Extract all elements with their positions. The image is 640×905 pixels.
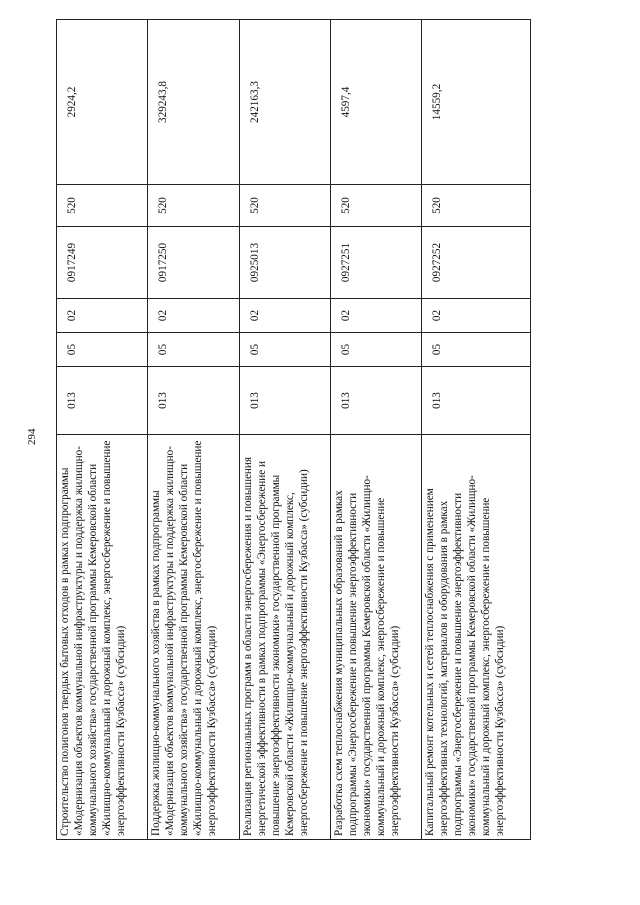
subsection-code: 02	[422, 299, 531, 333]
subsection-code: 02	[330, 299, 421, 333]
page-number: 294	[26, 428, 38, 445]
expense-name: Реализация региональных программ в области энергосбережения и повышения энергетической эффективности в рамках подпрограммы «Энергосбережение и повышение энергоэффективности экономики» государственной программы Кемеровской области «Жилищно-коммунальный и дорожный комплекс, энергосбережение и повышение энергоэффективности Кузбасса» (субсидии)	[239, 435, 330, 840]
target-item-code: 0917250	[148, 227, 239, 299]
expense-type-code: 520	[239, 185, 330, 227]
target-item-code: 0927252	[422, 227, 531, 299]
ministry-code: 013	[239, 367, 330, 435]
table-row	[330, 20, 421, 840]
section-code: 05	[148, 333, 239, 367]
expense-type-code: 520	[330, 185, 421, 227]
table-row	[239, 20, 330, 840]
expense-type-code: 520	[422, 185, 531, 227]
ministry-code: 013	[330, 367, 421, 435]
target-item-code: 0927251	[330, 227, 421, 299]
target-item-code: 0925013	[239, 227, 330, 299]
expense-type-code: 520	[57, 185, 148, 227]
expense-type-code: 520	[148, 185, 239, 227]
ministry-code: 013	[57, 367, 148, 435]
section-code: 05	[422, 333, 531, 367]
amount: 14559,2	[422, 20, 531, 185]
ministry-code: 013	[148, 367, 239, 435]
subsection-code: 02	[57, 299, 148, 333]
subsection-code: 02	[148, 299, 239, 333]
expense-name: Капитальный ремонт котельных и сетей теплоснабжения с применением энергоэффективных технологий, материалов и оборудования в рамках подпрограммы «Энергосбережение и повышение энергоэффективности экономики» государственной программы Кемеровской области «Жилищно-коммунальный и дорожный комплекс, энергосбережение и повышение энергоэффективности Кузбасса» (субсидии)	[422, 435, 531, 840]
table-row	[57, 20, 148, 840]
section-code: 05	[330, 333, 421, 367]
subsection-code: 02	[239, 299, 330, 333]
table-row	[148, 20, 239, 840]
budget-table	[56, 19, 531, 840]
section-code: 05	[57, 333, 148, 367]
amount: 4597,4	[330, 20, 421, 185]
target-item-code: 0917249	[57, 227, 148, 299]
table-row	[422, 20, 531, 840]
expense-name: Разработка схем теплоснабжения муниципальных образований в рамках подпрограммы «Энергосбережение и повышение энергоэффективности экономики» государственной программы Кемеровской области «Жилищно-коммунальный и дорожный комплекс, энергосбережение и повышение энергоэффективности Кузбасса» (субсидии)	[330, 435, 421, 840]
ministry-code: 013	[422, 367, 531, 435]
amount: 242163,3	[239, 20, 330, 185]
section-code: 05	[239, 333, 330, 367]
budget-table-container	[56, 20, 531, 840]
amount: 2924,2	[57, 20, 148, 185]
amount: 329243,8	[148, 20, 239, 185]
expense-name: Строительство полигонов твердых бытовых отходов в рамках подпрограммы «Модернизация объектов коммунальной инфраструктуры и поддержка жилищно-коммунального хозяйства» государственной программы Кемеровской области «Жилищно-коммунальный и дорожный комплекс, энергосбережение и повышение энергоэффективности Кузбасса» (субсидии)	[57, 435, 148, 840]
expense-name: Поддержка жилищно-коммунального хозяйства в рамках подпрограммы «Модернизация объектов коммунальной инфраструктуры и поддержка жилищно-коммунального хозяйства» государственной программы Кемеровской области «Жилищно-коммунальный и дорожный комплекс, энергосбережение и повышение энергоэффективности Кузбасса» (субсидии)	[148, 435, 239, 840]
